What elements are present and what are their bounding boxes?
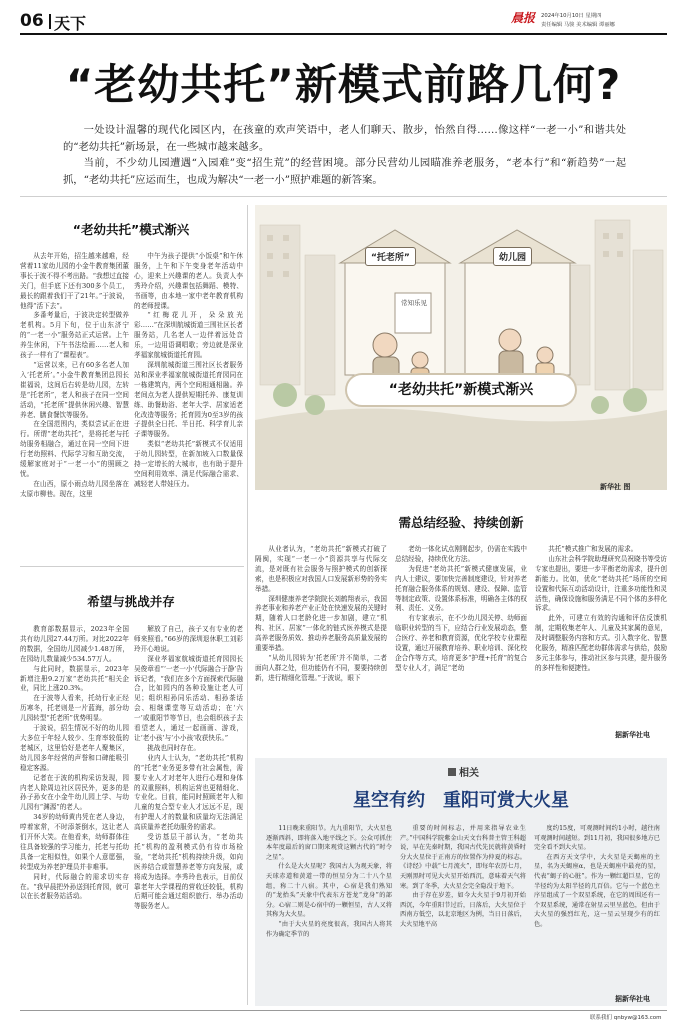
paragraph: 山东社会科学院助理研究员祝晓书等受访专家也提出，要进一步平衡老幼需求，提升创新能力。比如，优化“老幼共托”场所的空间设置和代际互动活动设计，注重多功能性和灵活性，确保设施和服务满足不同个体的多样化诉求。 xyxy=(535,554,667,613)
photo-credit: 新华社 图 xyxy=(600,483,631,491)
paragraph: 由于存在岁差，如今大火星于9月初开始西沉，今年重阳节过后，日落后，大火星位于西南方低空，以北京地区为例，当日日落后，大火星地平高 xyxy=(400,892,526,928)
main-title: “老幼共托”新模式前路几何? xyxy=(65,60,622,109)
related-title: 星空有约 重阳可赏大火星 xyxy=(353,790,569,811)
column-divider xyxy=(247,205,248,1005)
paragraph: 解放了自己，孩子又有专业的老师来照看。”66岁的深圳退休职工刘彩玲开心地说。 xyxy=(134,625,243,653)
footer-rule xyxy=(20,1010,667,1011)
paragraph: 教育部数据显示，2023年全国共有幼儿园27.44万所。对比2022年的数据，全国幼儿园减少1.48万所，在园幼儿数量减少534.57万人。 xyxy=(20,625,129,663)
sec3-column-2 xyxy=(395,545,527,674)
sec2-column-2 xyxy=(134,625,243,912)
paragraph: 业内人士认为，“老幼共托”机构的“托老”业务更多带有社会属性，需要专业人才对老年人进行心理和身体的双重照料，机构运营也更精细化、专业化。目前，能同时照顾老年人和儿童的复合型专业人才远远不足，现有护理人才的数量和质量均无法满足高质量养老托幼服务的需求。 xyxy=(134,753,243,832)
lead-divider xyxy=(20,196,667,197)
related-tag-label: 相关 xyxy=(459,768,479,779)
paragraph: 重要的时间标志，并用来指导农业生产。”中国科学院紫金山天文台科普主管王科超说，早在先秦时期，我国古代先民就将黄昏时分大火星位于正南方的位置作为仲夏的标志。《诗经》中载“七月流火”，即每年农历七月，天刚黑时可见大火星开始西沉，意味着天气将寒。到了冬季，大火星会完全隐没于地下。 xyxy=(400,825,526,890)
paragraph: 从业者认为，“老幼共托”新模式打破了隔阂，实现“一老一小”资源共享与代际交流，是对既有社会服务与照护模式的创新探索，也是积极应对我国人口发展新形势的务实举措。 xyxy=(255,545,387,593)
paragraph: 从去年开始，招生越来越难，经营着11家幼儿园的小金牛教育集团董事长于波不得不考出路。“我想过直接关门，但手底下还有300多个员工，最长的跟着我们干了21年。”于波说，他得“活下去”。 xyxy=(20,252,129,310)
paragraph: 挑战也同时存在。 xyxy=(147,743,200,752)
paragraph: 中午为孩子提供“小饭桌”和午休服务，上午和下午变身老年活动中心，迎来上兴趣课的老人。负责人李秀玲介绍，兴趣课包括舞蹈、模特、书画等，由本地一家中老年教育机构的老师授课。 xyxy=(134,252,243,310)
section-divider xyxy=(20,566,244,567)
paragraph: 深圳健康养老学院院长刘鹤翔表示，我国养老事业和养老产业正处在快速发展的关键时期，随着人口老龄化进一步加剧，建立“机构、社区、居家”一体化的链式医养模式是提高养老服务质效、推动养老服务高质量发展的重要举措。 xyxy=(255,594,387,653)
paragraph: 深圳航城街道三围社区长者服务站和深业孝福家航城街道托育园同在一栋建筑内，两个空间相通相融。养老间点为老人提供短期托养、康复训练、助餐助浴、老年大学、居家适老化改造等服务；托育园为0至3岁的孩子提供全日托、半日托、科学育儿亲子课等服务。 xyxy=(134,360,243,439)
masthead-logo: 晨报 xyxy=(511,11,536,25)
paragraph: 此外，可建立有效的沟通和评估反馈机制，定期收集老年人、儿童及其家属的意见，及时调整服务内容和方式。引入数字化、智慧化服务，精准匹配老幼群体需求与供给，鼓励多元主体参与，推动社区参与共建，提升服务的多样性和便捷性。 xyxy=(535,614,667,672)
paragraph: 在山西，原小雨点幼儿园坐落在太原市柳巷。现在，这里 xyxy=(20,479,129,498)
paragraph: 受访基层干部认为，“老幼共托”机构的盈利模式仍有待市场检验，“老幼共托”机构持续升级，如向医养结合或智慧养老等方向发展，或将成为选择。李秀玲也表示，目前仅靠老年大学课程的营收还较低，机构后期可能会通过组织旅行、举办活动等服务老人。 xyxy=(134,833,243,911)
paragraph: 什么是大火星呢？我国古人为观天象，将天球赤道和黄道一带的恒星分为二十八个星组，称二十八宿。其中，心宿是我们熟知的“龙抬头”天象中代表东方苍龙“龙身”的部分。心宿二则是心宿中的一颗恒星，古人又将其称为大火星。 xyxy=(266,863,392,919)
paragraph: 于波说，招生情况不好的幼儿园大多位于年轻人较少、生育率较低的老城区，这里恰好是老年人聚集区，幼儿园多年经营的声誉和口碑能吸引稳定客源。 xyxy=(20,724,129,772)
paragraph: 11日晚来重阳节。九九重阳节，大火星也逐渐西斜，即将落入地平线之下。公众可抓住本年度最后的窗口期来观赏这颗古代的“时令之星”。 xyxy=(266,825,392,861)
related-tag xyxy=(448,764,479,779)
label-youeryuan: 幼儿园 xyxy=(493,247,532,266)
paragraph: 在西方天文学中，大火星是天蝎座的主星，名为天蝎座α，也是天蝎座中最亮的星，代表“蝎子的心脏”。作为一颗红超巨星，它的半径约为太阳半径的几百倍。它与一个蓝色主序星组成了一个双星系统，在它的周围还有一个双星系统，通常在射星云里呈蓝色，但由于大火星的强烈红光，这一星云呈现少有的红色。 xyxy=(534,853,660,928)
sec1-column-2 xyxy=(134,252,243,490)
sec2-column-1 xyxy=(20,625,129,902)
illustration-art xyxy=(255,205,667,490)
paragraph: “由于大火星的亮度很高，我国古人将其作为确定季节的 xyxy=(266,920,392,938)
section-title-3: 需总结经验、持续创新 xyxy=(398,515,524,530)
sec3-credit: 据新华社电 xyxy=(615,731,650,739)
paragraph: 深业孝福家航城街道托育园园长吴俊章看“‘一老一小’代际融合于静’告诉记者，“我们在多个方面探索代际融合，比如园内的各种设施让老人可见；组织相孙同乐活动、相孙茶话会、相继课堂等互动活动；在‘六一’或重阳节等节日，也会组织孩子去看望老人，通过一起画画、游戏，让‘老小孩’与‘小小孩’收获快乐。” xyxy=(134,654,243,742)
related-credit: 据新华社电 xyxy=(615,995,650,1003)
header-rule xyxy=(20,33,667,35)
paragraph: 与此同时，数据显示，2023年新增注册9.2万家“老幼共托”相关企业，同比上涨20.3%。 xyxy=(20,664,129,693)
footer-contact: 联系我们 qnbyw@163.com xyxy=(590,1015,662,1021)
paragraph: 34岁的幼师黄冉凭在老人身边，哼着家常，不时添茶倒水，这让老人们开怀大笑。在他看来，幼师群体往往具备较强的学习能力，托老与托幼具备一定相似性，如果个人意愿强，转型成为养老护理员并非难事。 xyxy=(20,813,129,871)
paragraph: 同时，代际融合的需求切实存在。“我早晨把外孙送到托育园，就可以在长者服务站活动。 xyxy=(20,872,129,901)
paragraph: 记者在于波的机构采访发现，园内老人除周边社区居民外，更多的是孙子孙女在小金牛幼儿园上学、与幼儿园有“渊源”的老人。 xyxy=(20,773,129,812)
sec3-column-1 xyxy=(255,545,387,684)
related-column-2 xyxy=(400,824,526,930)
paragraph: 在全国范围内，类似尝试正在进行。所谓“老幼共托”，是将托老与托幼服务相融合，通过在同一空间下进行老幼照料、代际学习和互助交流，缓解家庭对于“一老一小”的照顾之忧。 xyxy=(20,420,129,478)
sec3-column-3 xyxy=(535,545,667,674)
page-number: 06 xyxy=(20,11,44,31)
section-title-2: 希望与挑战并存 xyxy=(87,594,175,609)
label-tuolaosuo: “托老所” xyxy=(365,247,416,266)
sec1-column-1 xyxy=(20,252,129,500)
lead-paragraph: 当前，不少幼儿园遭遇“入园难”变“招生荒”的经营困境。部分民营幼儿园瞄准养老服务，“老本行”和“新趋势”一起抓，“老幼共托”应运而生，也成为解决“一老一小”照护难题的新答案。 xyxy=(63,157,626,186)
paragraph: 度约15度，可观测时间约1小时，越往南可观测时间越短。到11月初，我国很多地方已完全看不到大火星。 xyxy=(534,825,660,852)
lead-paragraph: 一处设计温馨的现代化园区内，在孩童的欢声笑语中，老人们聊天、散步，怡然自得……像这样“一老一小”和谐共处的“老幼共托”新场景，在一些城市越来越多。 xyxy=(63,124,626,153)
related-column-1 xyxy=(266,824,392,939)
lead-text xyxy=(63,122,626,188)
illustration-caption: “老幼共托”新模式渐兴 xyxy=(347,375,575,405)
paragraph: 共托”模式推广和发展的需求。 xyxy=(548,545,638,553)
section-name: 天下 xyxy=(54,14,87,33)
header-date: 2024年10月10日 星期四 xyxy=(541,13,602,19)
section-title-1: “老幼共托”模式渐兴 xyxy=(72,222,190,237)
paragraph: 多番考量后，于波决定转型做养老机构。5月下旬，位于山东济宁的“一老一小”服务站正式运营。上午养生休闲，下午书法绘画……老人和孩子一样有了“课程表”。 xyxy=(20,311,129,360)
paragraph: 类似“老幼共托”新模式不仅适用于幼儿园转型，在新加坡入口数量保持一定增长的大城市，也有助于提升空间利用效率、满足代际融合需求、减轻老人带娃压力。 xyxy=(134,440,243,488)
paragraph: 在于波等人看来，托幼行业正经历寒冬，托老则是一片蓝海，部分幼儿园转型“托老所”优势明显。 xyxy=(20,694,129,723)
paragraph: “运营以来，已有60多名老人加入‘托老所’。”小金牛教育集团总园长崔福说，这间后右转是幼儿园，左转是“托老所”，老人和孩子在同一空间活动，“托老所”提供休闲兴趣、智慧养老、膳食餐饮等服务。 xyxy=(20,360,129,419)
illustration xyxy=(255,205,667,490)
related-column-3 xyxy=(534,824,660,930)
paragraph: 老幼一体化试点刚刚起步，仍需在实践中总结经验，持续优化方法。 xyxy=(395,545,527,563)
paragraph: 有专家表示，在不少幼儿园关停、幼师面临职业转型的当下，应结合行业发展动态，整合医疗、养老和教育资源，优化学校专业课程设置，通过开展教育培养、职业培训、深化校企合作等方式，培育更多“护理+托育”的复合型专业人才，满足“老幼 xyxy=(395,614,527,672)
paragraph: “红梅花儿开，朵朵放光彩……”在深圳航城街道三围社区长者服务站，几名老人一边伴着远处音乐，一边用语调唱歌；旁边就是深业孝福家航城街道托育园。 xyxy=(134,311,243,360)
illustration-board: 常知乐见 xyxy=(401,299,427,307)
square-icon xyxy=(448,768,456,776)
header-editors: 责任编辑 马骏 美术编辑 谭丽娜 xyxy=(541,22,615,28)
header-divider xyxy=(49,14,51,29)
paragraph: “从幼儿园转为‘托老所’并不简单，二者面向人群之处，但功能仍有不同，要要持续创新，进行精细化管理。”于波说，眼下 xyxy=(255,653,387,682)
paragraph: 为促进“老幼共托”新模式健康发展，业内人士建议，要加快完善制度建设，针对养老托育融合服务体系的规划、建设、保障、监管等制定政策、设置体系标准，明确各主体的权利、责任、义务。 xyxy=(395,564,527,613)
